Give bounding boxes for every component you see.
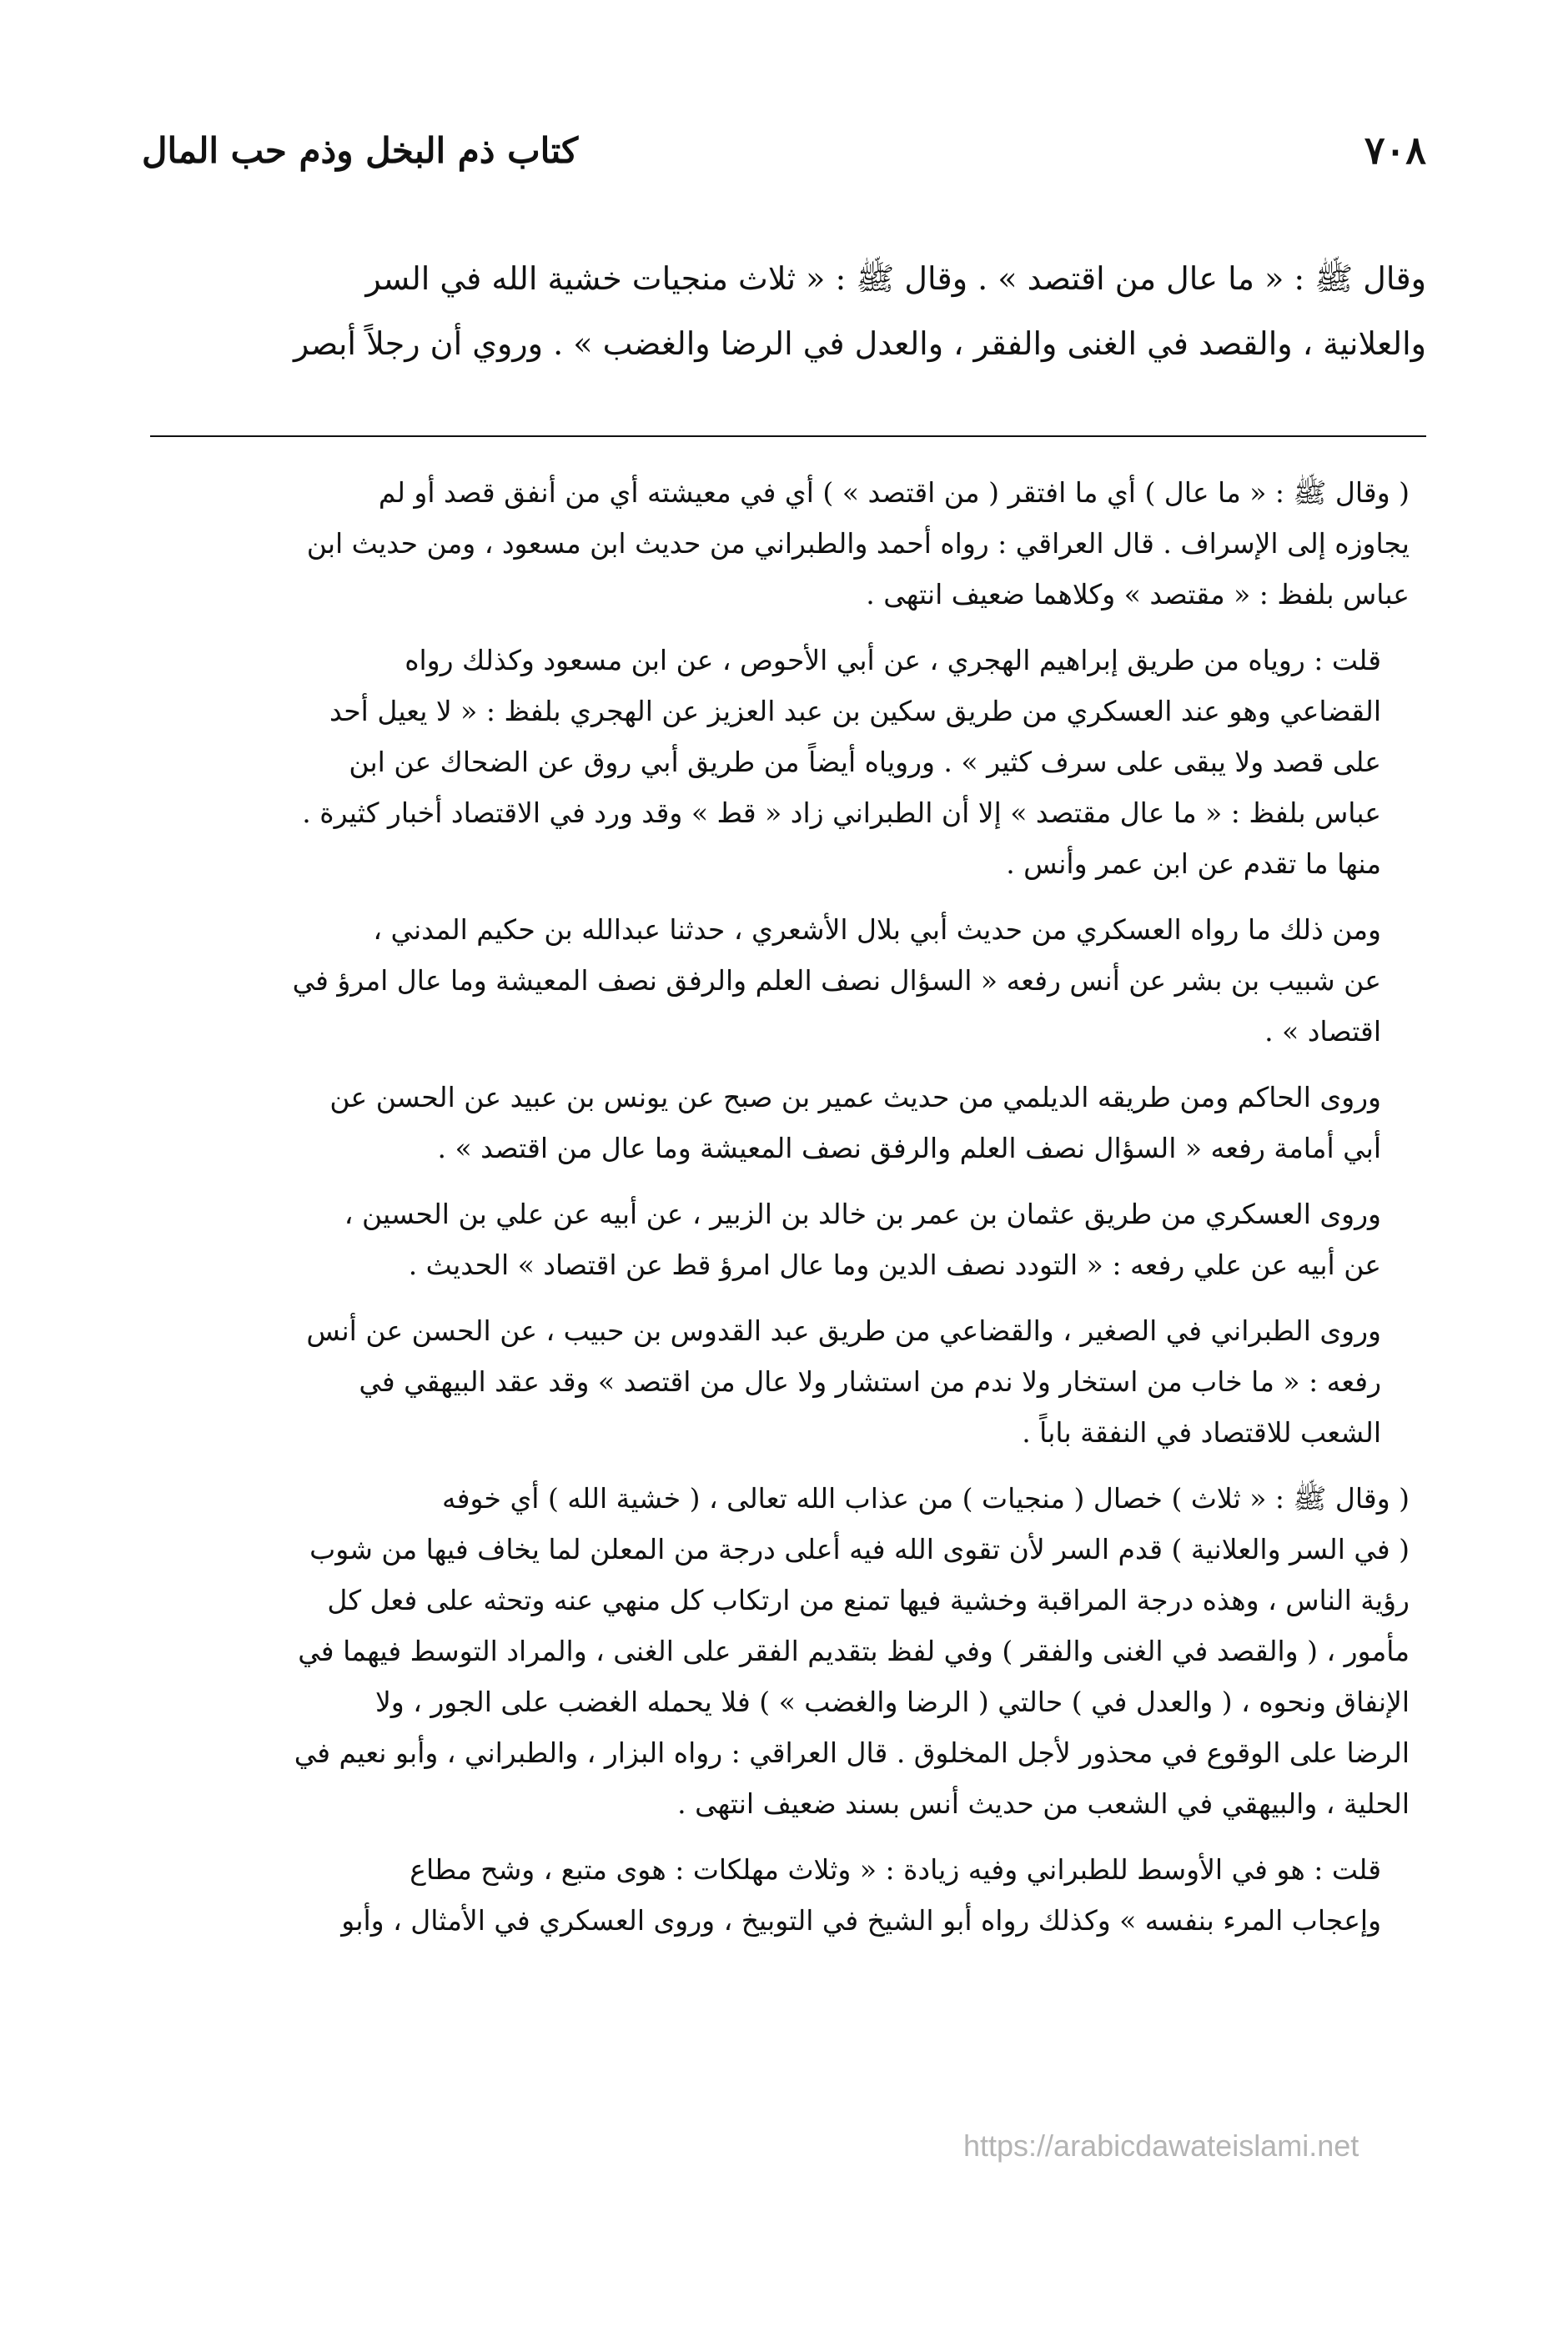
commentary-line: رؤية الناس ، وهذه درجة المراقبة وخشية فيها تمنع من ارتكاب كل منهي عنه وتحثه على فعل كل bbox=[327, 1584, 1410, 1616]
main-text-line: وقال ﷺ : « ما عال من اقتصد » . وقال ﷺ : « ثلاث منجيات خشية الله في السر bbox=[365, 260, 1426, 297]
commentary-line: اقتصاد » . bbox=[1264, 1015, 1381, 1048]
commentary-paragraph bbox=[150, 635, 1410, 889]
commentary-paragraph bbox=[150, 904, 1410, 1057]
commentary-line: الشعب للاقتصاد في النفقة باباً . bbox=[1022, 1416, 1381, 1449]
commentary-paragraph bbox=[150, 1305, 1410, 1458]
commentary-line: قلت : روياه من طريق إبراهيم الهجري ، عن أبي الأحوص ، عن ابن مسعود وكذلك رواه bbox=[405, 644, 1381, 676]
commentary-line: مأمور ، ( والقصد في الغنى والفقر ) وفي لفظ بتقديم الفقر على الغنى ، والمراد التوسط فيهما في bbox=[298, 1635, 1410, 1667]
commentary-line: منها ما تقدم عن ابن عمر وأنس . bbox=[1006, 847, 1381, 880]
main-text bbox=[150, 246, 1426, 376]
commentary-line: أبي أمامة رفعه « السؤال نصف العلم والرفق نصف المعيشة وما عال من اقتصد » . bbox=[437, 1132, 1381, 1164]
page-header bbox=[142, 117, 1426, 183]
commentary-paragraph bbox=[150, 1473, 1410, 1829]
source-watermark: https://arabicdawateislami.net bbox=[963, 2128, 1359, 2163]
main-text-line: والعلانية ، والقصد في الغنى والفقر ، والعدل في الرضا والغضب » . وروي أن رجلاً أبصر bbox=[293, 325, 1426, 362]
commentary-line: قلت : هو في الأوسط للطبراني وفيه زيادة : « وثلاث مهلكات : هوى متبع ، وشح مطاع bbox=[410, 1853, 1381, 1886]
commentary-line: ومن ذلك ما رواه العسكري من حديث أبي بلال الأشعري ، حدثنا عبدالله بن حكيم المدني ، bbox=[373, 913, 1381, 946]
commentary-line: عباس بلفظ : « ما عال مقتصد » إلا أن الطبراني زاد « قط » وقد ورد في الاقتصاد أخبار كثيرة . bbox=[302, 797, 1381, 829]
commentary-line: الحلية ، والبيهقي في الشعب من حديث أنس بسند ضعيف انتهى . bbox=[677, 1787, 1410, 1820]
page-number: ٧٠٨ bbox=[1364, 128, 1426, 173]
commentary-paragraph bbox=[150, 1844, 1410, 1946]
commentary-paragraph bbox=[150, 467, 1410, 620]
separator-rule bbox=[150, 435, 1426, 437]
commentary-line: عباس بلفظ : « مقتصد » وكلاهما ضعيف انتهى . bbox=[866, 578, 1410, 611]
running-title: كتاب ذم البخل وذم حب المال bbox=[142, 129, 579, 171]
commentary-line: على قصد ولا يبقى على سرف كثير » . وروياه أيضاً من طريق أبي روق عن الضحاك عن ابن bbox=[349, 746, 1381, 778]
commentary-line: ( وقال ﷺ : « ثلاث ) خصال ( منجيات ) من عذاب الله تعالى ، ( خشية الله ) أي خوفه bbox=[442, 1482, 1410, 1515]
main-text-paragraph bbox=[150, 246, 1426, 376]
commentary-line: عن شبيب بن بشر عن أنس رفعه « السؤال نصف العلم والرفق نصف المعيشة وما عال امرؤ في bbox=[292, 964, 1381, 997]
commentary-line: يجاوزه إلى الإسراف . قال العراقي : رواه أحمد والطبراني من حديث ابن مسعود ، ومن حديث ابن bbox=[306, 527, 1410, 560]
commentary-paragraph bbox=[150, 1072, 1410, 1174]
commentary-line: الإنفاق ونحوه ، ( والعدل في ) حالتي ( الرضا والغضب » ) فلا يحمله الغضب على الجور ، ولا bbox=[374, 1686, 1410, 1718]
commentary-line: وروى الطبراني في الصغير ، والقضاعي من طريق عبد القدوس بن حبيب ، عن الحسن عن أنس bbox=[306, 1314, 1381, 1347]
commentary-line: وروى الحاكم ومن طريقه الديلمي من حديث عمير بن صبح عن يونس بن عبيد عن الحسن عن bbox=[329, 1081, 1381, 1113]
commentary-paragraph bbox=[150, 1189, 1410, 1290]
commentary-line: وإعجاب المرء بنفسه » وكذلك رواه أبو الشيخ في التوبيخ ، وروى العسكري في الأمثال ، وأبو bbox=[341, 1904, 1381, 1937]
commentary-line: رفعه : « ما خاب من استخار ولا ندم من استشار ولا عال من اقتصد » وقد عقد البيهقي في bbox=[359, 1365, 1381, 1398]
commentary-line: القضاعي وهو عند العسكري من طريق سكين بن عبد العزيز عن الهجري بلفظ : « لا يعيل أحد bbox=[329, 695, 1381, 727]
commentary-line: عن أبيه عن علي رفعه : « التودد نصف الدين وما عال امرؤ قط عن اقتصاد » الحديث . bbox=[408, 1249, 1381, 1281]
commentary-line: وروى العسكري من طريق عثمان بن عمر بن خالد بن الزبير ، عن أبيه عن علي بن الحسين ، bbox=[344, 1198, 1381, 1230]
commentary-line: ( وقال ﷺ : « ما عال ) أي ما افتقر ( من اقتصد » ) أي في معيشته أي من أنفق قصد أو لم bbox=[378, 476, 1410, 509]
commentary bbox=[150, 467, 1410, 1961]
commentary-line: الرضا على الوقوع في محذور لأجل المخلوق . قال العراقي : رواه البزار ، والطبراني ، وأبو نعيم في bbox=[294, 1736, 1410, 1769]
commentary-line: ( في السر والعلانية ) قدم السر لأن تقوى الله فيه أعلى درجة من المعلن لما يخاف فيها من شوب bbox=[309, 1533, 1410, 1566]
